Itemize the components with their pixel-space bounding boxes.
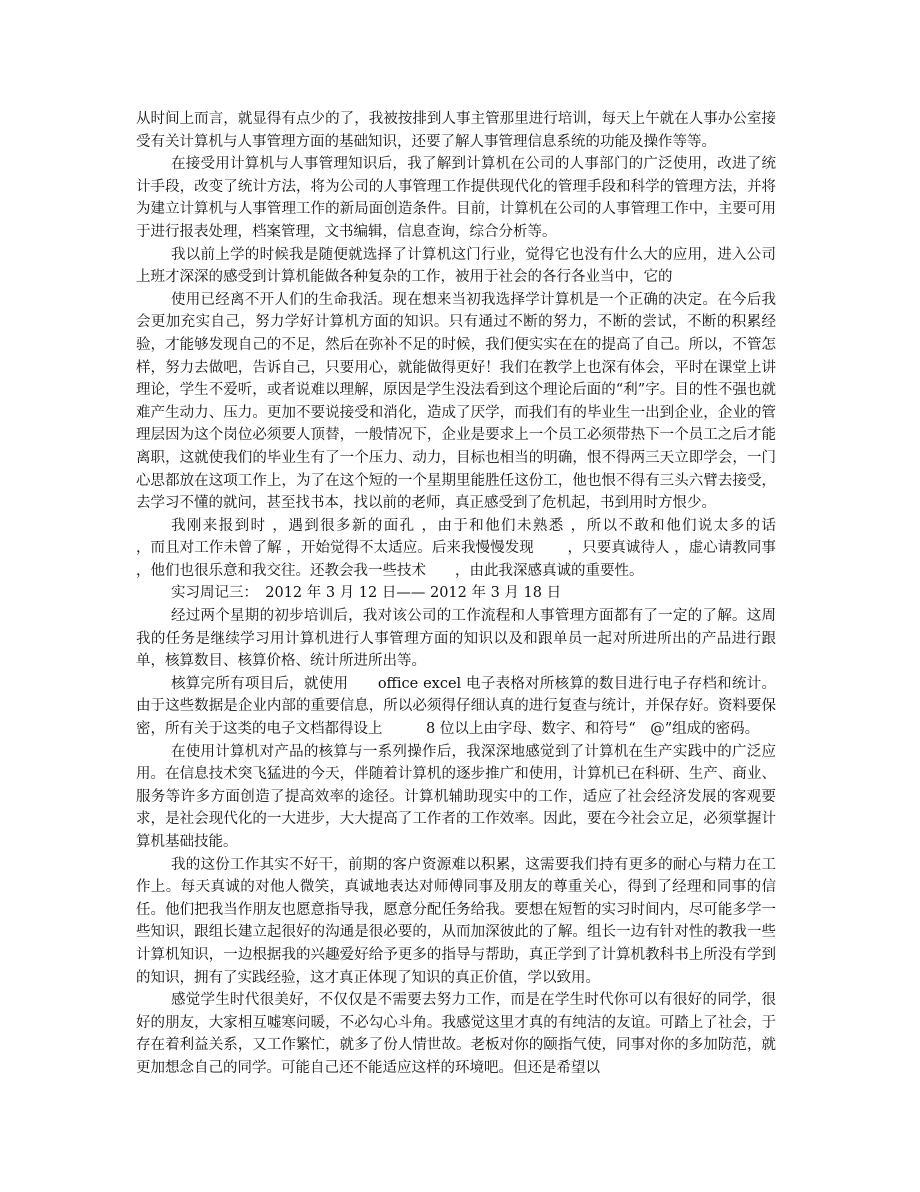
paragraph-5: 我刚来报到时 ，遇到很多新的面孔 ，由于和他们未熟悉 ，所以不敢和他们说太多的话 ，而且对工作未曾了解 ，开始觉得不太适应。后来我慢慢发现 ，只要真诚待人 ，虚心请教同事 ，他们也很乐意和我交往。还教会我一些技术 ，由此我深感真诚的重要性。 xyxy=(136,517,820,579)
document-body xyxy=(136,108,820,1080)
paragraph-3: 我以前上学的时候我是随便就选择了计算机这门行业，觉得它也没有什么大的应用，进入公司上班才深深的感受到计算机能做各种复杂的工作，被用于社会的各行各业当中，它的 xyxy=(136,246,776,286)
paragraph-8: 核算完所有项目后，就使用 office excel 电子表格对所核算的数目进行电子存档和统计。由于这些数据是企业内部的重要信息，所以必须得仔细认真的进行复查与统计，并保存好。资料要保密，所有关于这类的电子文档都得设上 8 位以上由字母、数字、和符号“ @”组成的密码。 xyxy=(136,675,776,738)
paragraph-9: 在使用计算机对产品的核算与一系列操作后，我深深地感觉到了计算机在生产实践中的广泛应用。在信息技术突飞猛进的今天，伴随着计算机的逐步推广和使用，计算机已在科研、生产、商业、服务等许多方面创造了提高效率的途径。计算机辅助现实中的工作，适应了社会经济发展的客观要求，是社会现代化的一大进步，大大提高了工作者的工作效率。因此，要在今社会立足，必须掌握计算机基础技能。 xyxy=(136,743,776,850)
section-heading-week-3: 实习周记三： 2012 年 3 月 12 日—— 2012 年 3 月 18 日 xyxy=(171,585,562,602)
paragraph-2: 在接受用计算机与人事管理知识后，我了解到计算机在公司的人事部门的广泛使用，改进了统计手段，改变了统计方法，将为公司的人事管理工作提供现代化的管理手段和科学的管理方法，并将为建立计算机与人事管理工作的新局面创造条件。目前，计算机在公司的人事管理工作中，主要可用于进行报表处理，档案管理，文书编辑，信息查询，综合分析等。 xyxy=(136,156,776,240)
paragraph-11: 感觉学生时代很美好，不仅仅是不需要去努力工作，而是在学生时代你可以有很好的同学，很好的朋友，大家相互嘘寒问暖，不必勾心斗角。我感觉这里才真的有纯洁的友谊。可踏上了社会，于存在着利益关系，又工作繁忙，就多了份人情世故。老板对你的颐指气使，同事对你的多加防范，就更加想念自己的同学。可能自己还不能适应这样的环境吧。但还是希望以 xyxy=(136,992,776,1076)
paragraph-10: 我的这份工作其实不好干，前期的客户资源难以积累，这需要我们持有更多的耐心与精力在工作上。每天真诚的对他人微笑，真诚地表达对师傅同事及朋友的尊重关心，得到了经理和同事的信任。他们把我当作朋友也愿意指导我，愿意分配任务给我。要想在短暂的实习时间内，尽可能多学一些知识，跟组长建立起很好的沟通是很必要的，从而加深彼此的了解。组长一边有针对性的教我一些计算机知识，一边根据我的兴趣爱好给予更多的指导与帮助，真正学到了计算机教科书上所没有学到的知识，拥有了实践经验，这才真正体现了知识的真正价值，学以致用。 xyxy=(136,856,776,986)
paragraph-7: 经过两个星期的初步培训后，我对该公司的工作流程和人事管理方面都有了一定的了解。这周我的任务是继续学习用计算机进行人事管理方面的知识以及和跟单员一起对所进所出的产品进行跟单，核算数目、核算价格、统计所进所出等。 xyxy=(136,608,776,670)
paragraph-1: 从时间上而言，就显得有点少的了，我被按排到人事主管那里进行培训，每天上午就在人事办公室接受有关计算机与人事管理方面的基础知识，还要了解人事管理信息系统的功能及操作等等。 xyxy=(136,111,776,150)
paragraph-4: 使用已经离不开人们的生命我活。现在想来当初我选择学计算机是一个正确的决定。在今后我会更加充实自己，努力学好计算机方面的知识。只有通过不断的努力，不断的尝试，不断的积累经验，才能够发现自己的不足，然后在弥补不足的时候，我们便实实在在的提高了自己。所以，不管怎样，努力去做吧，告诉自己，只要用心，就能做得更好！我们在教学上也深有体会，平时在课堂上讲理论，学生不爱听，或者说难以理解，原因是学生没法看到这个理论后面的“利”字。目的性不强也就难产生动力、压力。更加不要说接受和消化，造成了厌学，而我们有的毕业生一出到企业，企业的管理层因为这个岗位必须要人顶替，一般情况下，企业是要求上一个员工必须带热下一个员工之后才能离职，这就使我们的毕业生有了一个压力、动力，目标也相当的明确，恨不得两三天立即学会，一门心思都放在这项工作上，为了在这个短的一个星期里能胜任这份工，他也恨不得有三头六臂去接受，去学习不懂的就问，甚至找书本，找以前的老师，真正感受到了危机起，书到用时方恨少。 xyxy=(136,291,776,512)
